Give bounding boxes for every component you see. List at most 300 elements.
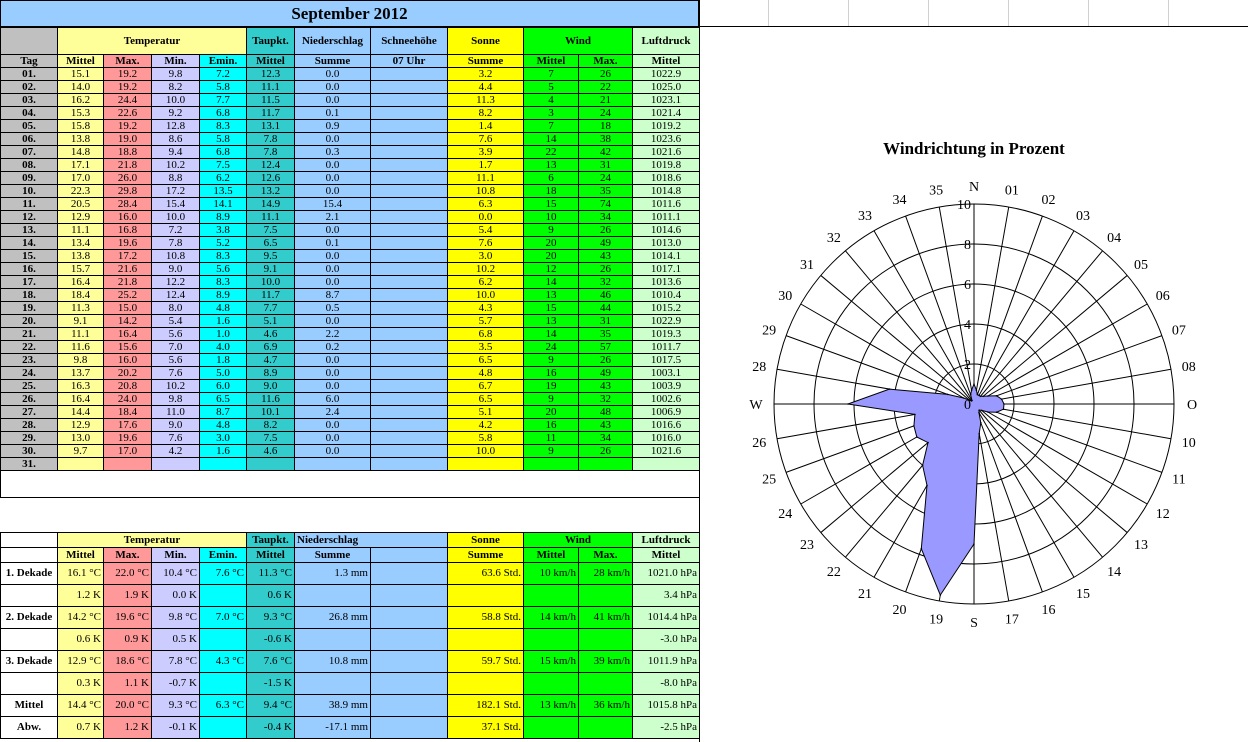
cell-temp-emin: 5.0 xyxy=(200,367,247,380)
table-row xyxy=(1,237,700,250)
summary-cell-wind-mittel xyxy=(524,673,579,695)
cell-temp-max: 15.0 xyxy=(104,302,152,315)
summary-cell-temp-mittel: 0.6 K xyxy=(58,629,104,651)
cell-wind-max: 18 xyxy=(579,120,633,133)
cell-niederschlag: 2.4 xyxy=(295,406,371,419)
cell-niederschlag xyxy=(295,458,371,471)
cell-temp-min: 8.0 xyxy=(152,302,200,315)
table-row xyxy=(1,107,700,120)
cell-temp-emin: 3.8 xyxy=(200,224,247,237)
cell-temp-max: 20.2 xyxy=(104,367,152,380)
cell-schneehoehe xyxy=(371,445,448,458)
cell-temp-emin: 7.2 xyxy=(200,68,247,81)
summary-cell-niederschlag xyxy=(295,629,371,651)
cell-sonne: 10.8 xyxy=(448,185,524,198)
cell-temp-min: 10.8 xyxy=(152,250,200,263)
cell-wind-max: 57 xyxy=(579,341,633,354)
cell-temp-mittel: 17.1 xyxy=(58,159,104,172)
cell-luftdruck: 1023.6 xyxy=(633,133,700,146)
header-wind-max: Max. xyxy=(579,55,633,68)
spacer-row xyxy=(1,471,700,498)
cell-wind-mittel: 20 xyxy=(524,237,579,250)
table-row xyxy=(1,68,700,81)
cell-schneehoehe xyxy=(371,107,448,120)
summary-cell-temp-mittel: 12.9 °C xyxy=(58,651,104,673)
cell-temp-mittel: 18.4 xyxy=(58,289,104,302)
cell-sonne: 5.7 xyxy=(448,315,524,328)
cell-niederschlag: 0.0 xyxy=(295,250,371,263)
cell-temp-mittel: 16.4 xyxy=(58,276,104,289)
summary-cell-luftdruck: -2.5 hPa xyxy=(633,717,700,739)
table-row xyxy=(1,354,700,367)
cell-schneehoehe xyxy=(371,211,448,224)
cell-schneehoehe xyxy=(371,458,448,471)
cell-temp-max xyxy=(104,458,152,471)
cell-temp-mittel: 12.9 xyxy=(58,419,104,432)
direction-label: 13 xyxy=(1133,538,1148,554)
radial-tick-label: 6 xyxy=(964,278,971,293)
summary-cell-wind-max: 36 km/h xyxy=(579,695,633,717)
cell-luftdruck: 1025.0 xyxy=(633,81,700,94)
direction-label: 01 xyxy=(1004,183,1019,199)
cell-taupkt: 11.5 xyxy=(247,94,295,107)
cell-wind-mittel: 9 xyxy=(524,445,579,458)
cell-day: 18. xyxy=(1,289,58,302)
summary-header-luft-mittel: Mittel xyxy=(633,548,700,563)
cell-wind-max: 24 xyxy=(579,172,633,185)
cell-sonne: 11.3 xyxy=(448,94,524,107)
daily-table xyxy=(0,27,700,498)
summary-cell-wind-mittel xyxy=(524,585,579,607)
summary-cell-taupkt: -0.4 K xyxy=(247,717,295,739)
cell-temp-min: 9.2 xyxy=(152,107,200,120)
summary-cell-taupkt: -0.6 K xyxy=(247,629,295,651)
cell-sonne: 10.0 xyxy=(448,289,524,302)
cell-temp-mittel: 20.5 xyxy=(58,198,104,211)
summary-cell-temp-max: 1.2 K xyxy=(104,717,152,739)
summary-row-label xyxy=(1,673,58,695)
cell-temp-mittel: 11.1 xyxy=(58,328,104,341)
summary-cell-wind-max: 41 km/h xyxy=(579,607,633,629)
wind-data-point xyxy=(921,548,923,550)
cell-temp-max: 16.0 xyxy=(104,354,152,367)
cell-luftdruck: 1003.1 xyxy=(633,367,700,380)
cell-niederschlag: 0.0 xyxy=(295,224,371,237)
cell-temp-min: 9.0 xyxy=(152,419,200,432)
cell-wind-mittel: 13 xyxy=(524,315,579,328)
cell-temp-max: 17.6 xyxy=(104,419,152,432)
table-row xyxy=(1,445,700,458)
cell-sonne: 4.4 xyxy=(448,81,524,94)
summary-header-empty xyxy=(371,548,448,563)
summary-group-sonne: Sonne xyxy=(448,533,524,548)
cell-wind-max: 24 xyxy=(579,107,633,120)
summary-header-min: Min. xyxy=(152,548,200,563)
cell-wind-max: 49 xyxy=(579,367,633,380)
direction-label: N xyxy=(968,180,980,195)
cell-temp-mittel: 9.7 xyxy=(58,445,104,458)
cell-temp-mittel: 14.4 xyxy=(58,406,104,419)
cell-day: 31. xyxy=(1,458,58,471)
radial-tick-label: 8 xyxy=(964,238,971,253)
header-tag: Tag xyxy=(1,55,58,68)
cell-sonne: 6.7 xyxy=(448,380,524,393)
cell-sonne: 8.2 xyxy=(448,107,524,120)
cell-schneehoehe xyxy=(371,393,448,406)
direction-label: 23 xyxy=(800,538,815,554)
cell-wind-mittel: 24 xyxy=(524,341,579,354)
cell-wind-max: 34 xyxy=(579,432,633,445)
summary-cell-schneehoehe xyxy=(371,695,448,717)
cell-taupkt: 9.0 xyxy=(247,380,295,393)
summary-row-label xyxy=(1,585,58,607)
header-max: Max. xyxy=(104,55,152,68)
cell-niederschlag: 0.0 xyxy=(295,94,371,107)
cell-temp-min: 8.6 xyxy=(152,133,200,146)
cell-day: 20. xyxy=(1,315,58,328)
cell-sonne: 6.3 xyxy=(448,198,524,211)
cell-temp-min: 7.6 xyxy=(152,432,200,445)
cell-wind-mittel: 5 xyxy=(524,81,579,94)
spacer-cell xyxy=(1,471,700,498)
wind-data-point xyxy=(973,543,975,545)
cell-temp-min: 12.2 xyxy=(152,276,200,289)
summary-cell-temp-emin xyxy=(200,629,247,651)
summary-cell-niederschlag: 1.3 mm xyxy=(295,563,371,585)
cell-day: 29. xyxy=(1,432,58,445)
cell-niederschlag: 0.0 xyxy=(295,68,371,81)
summary-cell-taupkt: -1.5 K xyxy=(247,673,295,695)
cell-temp-mittel: 9.1 xyxy=(58,315,104,328)
cell-sonne xyxy=(448,458,524,471)
wind-rose xyxy=(749,180,1197,631)
cell-wind-mittel: 20 xyxy=(524,250,579,263)
direction-label: 17 xyxy=(1004,612,1019,628)
direction-label: 22 xyxy=(826,564,841,580)
cell-temp-mittel: 12.9 xyxy=(58,211,104,224)
summary-header-wind-mittel: Mittel xyxy=(524,548,579,563)
cell-day: 11. xyxy=(1,198,58,211)
cell-wind-max: 31 xyxy=(579,315,633,328)
summary-cell-temp-mittel: 14.2 °C xyxy=(58,607,104,629)
summary-cell-luftdruck: 1014.4 hPa xyxy=(633,607,700,629)
cell-wind-mittel: 22 xyxy=(524,146,579,159)
summary-row xyxy=(1,673,700,695)
cell-temp-mittel: 13.8 xyxy=(58,133,104,146)
cell-schneehoehe xyxy=(371,354,448,367)
cell-wind-mittel: 20 xyxy=(524,406,579,419)
cell-wind-max: 43 xyxy=(579,250,633,263)
direction-label: 15 xyxy=(1076,586,1090,602)
wind-data-point xyxy=(970,394,972,396)
cell-temp-max: 26.0 xyxy=(104,172,152,185)
cell-luftdruck: 1011.6 xyxy=(633,198,700,211)
cell-schneehoehe xyxy=(371,302,448,315)
cell-wind-mittel: 14 xyxy=(524,133,579,146)
cell-temp-emin: 8.3 xyxy=(200,250,247,263)
summary-header-mittel: Mittel xyxy=(58,548,104,563)
cell-wind-mittel: 4 xyxy=(524,94,579,107)
table-row xyxy=(1,458,700,471)
cell-temp-min: 10.0 xyxy=(152,94,200,107)
cell-taupkt: 10.1 xyxy=(247,406,295,419)
summary-cell-temp-max: 1.9 K xyxy=(104,585,152,607)
cell-temp-mittel xyxy=(58,458,104,471)
chart-title: Windrichtung in Prozent xyxy=(883,139,1065,158)
cell-taupkt: 7.7 xyxy=(247,302,295,315)
cell-temp-max: 19.2 xyxy=(104,120,152,133)
direction-label: 02 xyxy=(1041,193,1056,209)
cell-taupkt: 7.8 xyxy=(247,146,295,159)
summary-cell-niederschlag: 26.8 mm xyxy=(295,607,371,629)
table-row xyxy=(1,367,700,380)
direction-label: W xyxy=(749,398,763,413)
cell-temp-max: 16.0 xyxy=(104,211,152,224)
cell-temp-emin: 1.6 xyxy=(200,315,247,328)
cell-temp-max: 19.0 xyxy=(104,133,152,146)
summary-cell-niederschlag xyxy=(295,585,371,607)
cell-wind-mittel: 15 xyxy=(524,302,579,315)
summary-cell-sonne xyxy=(448,629,524,651)
wind-data-point xyxy=(978,395,980,397)
summary-cell-temp-max: 22.0 °C xyxy=(104,563,152,585)
cell-sonne: 3.0 xyxy=(448,250,524,263)
cell-temp-min: 12.8 xyxy=(152,120,200,133)
summary-cell-temp-max: 19.6 °C xyxy=(104,607,152,629)
wind-data-point xyxy=(978,409,980,411)
summary-cell-temp-emin: 7.0 °C xyxy=(200,607,247,629)
summary-header-max: Max. xyxy=(104,548,152,563)
cell-schneehoehe xyxy=(371,172,448,185)
header-taupkt-mittel: Mittel xyxy=(247,55,295,68)
cell-day: 01. xyxy=(1,68,58,81)
cell-niederschlag: 0.0 xyxy=(295,81,371,94)
cell-wind-mittel: 9 xyxy=(524,354,579,367)
summary-cell-luftdruck: -8.0 hPa xyxy=(633,673,700,695)
wind-data-point xyxy=(926,485,928,487)
cell-temp-min xyxy=(152,458,200,471)
cell-temp-max: 17.0 xyxy=(104,445,152,458)
wind-data-point xyxy=(1003,403,1005,405)
summary-row xyxy=(1,585,700,607)
cell-temp-max: 15.6 xyxy=(104,341,152,354)
cell-day: 03. xyxy=(1,94,58,107)
summary-group-wind: Wind xyxy=(524,533,633,548)
summary-cell-niederschlag xyxy=(295,673,371,695)
cell-temp-max: 20.8 xyxy=(104,380,152,393)
summary-corner xyxy=(1,533,58,548)
cell-temp-emin: 14.1 xyxy=(200,198,247,211)
summary-cell-temp-emin: 6.3 °C xyxy=(200,695,247,717)
cell-wind-mittel: 7 xyxy=(524,68,579,81)
summary-cell-taupkt: 11.3 °C xyxy=(247,563,295,585)
cell-sonne: 1.4 xyxy=(448,120,524,133)
summary-cell-wind-max: 39 km/h xyxy=(579,651,633,673)
table-row xyxy=(1,81,700,94)
cell-taupkt: 11.7 xyxy=(247,107,295,120)
summary-cell-niederschlag: -17.1 mm xyxy=(295,717,371,739)
direction-label: 04 xyxy=(1107,231,1122,247)
cell-wind-max: 35 xyxy=(579,185,633,198)
summary-cell-wind-mittel: 13 km/h xyxy=(524,695,579,717)
cell-luftdruck: 1013.6 xyxy=(633,276,700,289)
wind-data-point xyxy=(976,389,978,391)
cell-niederschlag: 0.0 xyxy=(295,172,371,185)
group-temperatur: Temperatur xyxy=(58,28,247,55)
cell-temp-max: 21.6 xyxy=(104,263,152,276)
cell-schneehoehe xyxy=(371,341,448,354)
cell-sonne: 11.1 xyxy=(448,172,524,185)
cell-temp-mittel: 15.3 xyxy=(58,107,104,120)
cell-temp-mittel: 13.4 xyxy=(58,237,104,250)
wind-rose-chart xyxy=(700,0,1248,742)
cell-temp-min: 12.4 xyxy=(152,289,200,302)
summary-cell-sonne: 182.1 Std. xyxy=(448,695,524,717)
cell-temp-max: 16.4 xyxy=(104,328,152,341)
summary-cell-sonne: 58.8 Std. xyxy=(448,607,524,629)
cell-schneehoehe xyxy=(371,224,448,237)
cell-temp-emin: 6.8 xyxy=(200,146,247,159)
cell-temp-min: 7.0 xyxy=(152,341,200,354)
wind-data-point xyxy=(913,425,915,427)
cell-wind-max: 49 xyxy=(579,237,633,250)
cell-temp-max: 19.2 xyxy=(104,81,152,94)
cell-taupkt: 11.1 xyxy=(247,211,295,224)
summary-cell-wind-max xyxy=(579,717,633,739)
cell-day: 14. xyxy=(1,237,58,250)
cell-day: 06. xyxy=(1,133,58,146)
cell-sonne: 3.5 xyxy=(448,341,524,354)
cell-temp-emin: 7.5 xyxy=(200,159,247,172)
cell-sonne: 3.2 xyxy=(448,68,524,81)
direction-label: 19 xyxy=(929,612,944,628)
cell-taupkt: 13.2 xyxy=(247,185,295,198)
cell-niederschlag: 0.0 xyxy=(295,419,371,432)
cell-sonne: 5.1 xyxy=(448,406,524,419)
summary-cell-temp-min: -0.7 K xyxy=(152,673,200,695)
table-row xyxy=(1,94,700,107)
header-nied-summe: Summe xyxy=(295,55,371,68)
cell-niederschlag: 2.1 xyxy=(295,211,371,224)
cell-temp-min: 7.8 xyxy=(152,237,200,250)
table-row xyxy=(1,185,700,198)
header-emin: Emin. xyxy=(200,55,247,68)
group-wind: Wind xyxy=(524,28,633,55)
cell-taupkt: 13.1 xyxy=(247,120,295,133)
group-niederschlag: Niederschlag xyxy=(295,28,371,55)
cell-wind-max: 32 xyxy=(579,276,633,289)
cell-taupkt: 9.1 xyxy=(247,263,295,276)
cell-temp-mittel: 11.1 xyxy=(58,224,104,237)
cell-niederschlag: 0.9 xyxy=(295,120,371,133)
direction-label: 33 xyxy=(858,209,872,225)
cell-schneehoehe xyxy=(371,81,448,94)
summary-cell-sonne xyxy=(448,585,524,607)
wind-data-point xyxy=(922,464,924,466)
wind-data-point xyxy=(927,442,929,444)
cell-taupkt: 7.8 xyxy=(247,133,295,146)
cell-sonne: 0.0 xyxy=(448,211,524,224)
cell-temp-mittel: 16.4 xyxy=(58,393,104,406)
cell-temp-max: 17.2 xyxy=(104,250,152,263)
cell-schneehoehe xyxy=(371,406,448,419)
corner-cell xyxy=(1,28,58,55)
cell-wind-max: 26 xyxy=(579,263,633,276)
cell-day: 23. xyxy=(1,354,58,367)
cell-temp-max: 19.2 xyxy=(104,68,152,81)
cell-luftdruck: 1013.0 xyxy=(633,237,700,250)
header-wind-mittel: Mittel xyxy=(524,55,579,68)
table-row xyxy=(1,315,700,328)
wind-data-point xyxy=(987,395,989,397)
empty-sheet-area xyxy=(699,0,1248,742)
cell-wind-max: 38 xyxy=(579,133,633,146)
summary-cell-temp-mittel: 0.7 K xyxy=(58,717,104,739)
cell-temp-mittel: 9.8 xyxy=(58,354,104,367)
cell-taupkt: 4.6 xyxy=(247,445,295,458)
cell-niederschlag: 15.4 xyxy=(295,198,371,211)
cell-taupkt: 6.5 xyxy=(247,237,295,250)
cell-sonne: 7.6 xyxy=(448,237,524,250)
table-row xyxy=(1,120,700,133)
cell-temp-min: 15.4 xyxy=(152,198,200,211)
cell-temp-min: 10.2 xyxy=(152,380,200,393)
cell-temp-max: 29.8 xyxy=(104,185,152,198)
cell-schneehoehe xyxy=(371,432,448,445)
direction-label: 24 xyxy=(778,507,793,522)
cell-niederschlag: 2.2 xyxy=(295,328,371,341)
summary-cell-temp-min: 7.8 °C xyxy=(152,651,200,673)
cell-taupkt: 12.6 xyxy=(247,172,295,185)
cell-luftdruck: 1016.6 xyxy=(633,419,700,432)
summary-cell-wind-max: 28 km/h xyxy=(579,563,633,585)
cell-luftdruck: 1002.6 xyxy=(633,393,700,406)
cell-sonne: 4.2 xyxy=(448,419,524,432)
direction-label: 28 xyxy=(752,360,767,376)
cell-day: 05. xyxy=(1,120,58,133)
cell-temp-min: 11.0 xyxy=(152,406,200,419)
summary-row xyxy=(1,717,700,739)
table-row xyxy=(1,419,700,432)
summary-header-nied-summe: Summe xyxy=(295,548,371,563)
summary-cell-taupkt: 7.6 °C xyxy=(247,651,295,673)
wind-data-point xyxy=(977,394,979,396)
cell-temp-mittel: 14.8 xyxy=(58,146,104,159)
summary-row xyxy=(1,651,700,673)
cell-luftdruck: 1011.1 xyxy=(633,211,700,224)
cell-day: 04. xyxy=(1,107,58,120)
cell-wind-mittel: 18 xyxy=(524,185,579,198)
direction-label: 06 xyxy=(1155,289,1170,304)
cell-temp-min: 10.2 xyxy=(152,159,200,172)
summary-cell-wind-mittel: 14 km/h xyxy=(524,607,579,629)
cell-sonne: 5.4 xyxy=(448,224,524,237)
cell-day: 22. xyxy=(1,341,58,354)
cell-temp-max: 14.2 xyxy=(104,315,152,328)
wind-data-point xyxy=(947,394,949,396)
cell-day: 17. xyxy=(1,276,58,289)
cell-temp-min: 5.6 xyxy=(152,354,200,367)
table-row xyxy=(1,406,700,419)
summary-cell-taupkt: 0.6 K xyxy=(247,585,295,607)
cell-niederschlag: 0.0 xyxy=(295,133,371,146)
summary-cell-temp-max: 20.0 °C xyxy=(104,695,152,717)
summary-row-label xyxy=(1,629,58,651)
cell-taupkt: 12.3 xyxy=(247,68,295,81)
summary-cell-temp-emin xyxy=(200,717,247,739)
direction-label: 03 xyxy=(1076,209,1090,225)
cell-temp-min: 9.4 xyxy=(152,146,200,159)
